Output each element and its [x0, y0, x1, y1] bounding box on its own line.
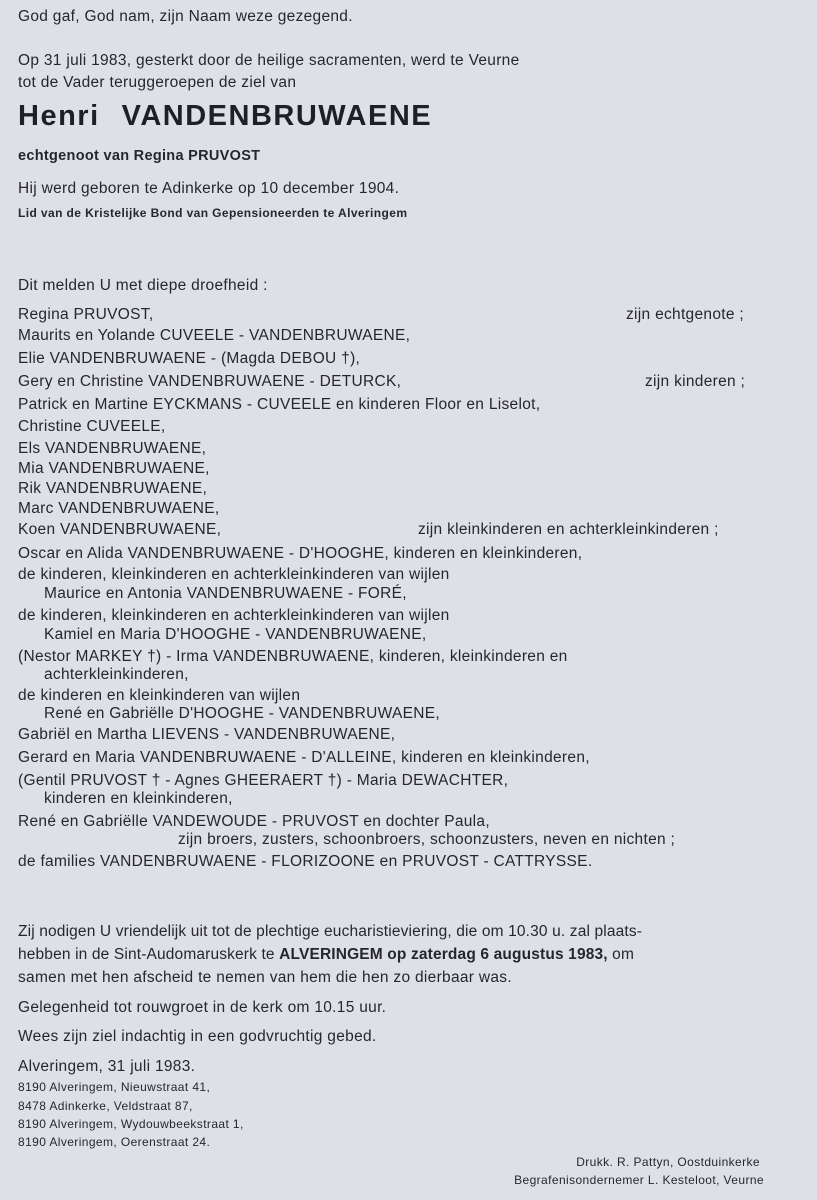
mourner-line: Rik VANDENBRUWAENE,: [18, 480, 208, 497]
mourner-line: Marc VANDENBRUWAENE,: [18, 500, 220, 517]
mourner-line: René en Gabriëlle D'HOOGHE - VANDENBRUWAENE,: [44, 705, 441, 722]
mourner-line: kinderen en kleinkinderen,: [44, 790, 233, 807]
mourner-line: de kinderen en kleinkinderen van wijlen: [18, 687, 301, 704]
mourner-line: Oscar en Alida VANDENBRUWAENE - D'HOOGHE, kinderen en kleinkinderen,: [18, 545, 583, 562]
service-line-2a: hebben in de Sint-Audomaruskerk te: [18, 946, 280, 963]
relation-grandchildren: zijn kleinkinderen en achterkleinkinderen ;: [418, 521, 719, 538]
intro-line-2: tot de Vader teruggeroepen de ziel van: [18, 74, 297, 91]
motto: God gaf, God nam, zijn Naam weze gezegend.: [18, 8, 353, 25]
mourner-line: Maurice en Antonia VANDENBRUWAENE - FORÉ,: [44, 585, 407, 602]
mourner-line: René en Gabriëlle VANDEWOUDE - PRUVOST en dochter Paula,: [18, 813, 490, 830]
undertaker-credit: Begrafenisondernemer L. Kesteloot, Veurne: [514, 1173, 764, 1187]
mourner-line: de kinderen, kleinkinderen en achterkleinkinderen van wijlen: [18, 607, 450, 624]
mourner-line: de families VANDENBRUWAENE - FLORIZOONE en PRUVOST - CATTRYSSE.: [18, 853, 593, 870]
address-line: 8190 Alveringem, Wydouwbeekstraat 1,: [18, 1117, 244, 1131]
relation-spouse: zijn echtgenote ;: [626, 306, 744, 323]
mourner-line: Gabriël en Martha LIEVENS - VANDENBRUWAENE,: [18, 726, 396, 743]
mourner-line: Maurits en Yolande CUVEELE - VANDENBRUWAENE,: [18, 327, 411, 344]
relation-children: zijn kinderen ;: [645, 373, 746, 390]
service-line-2: [18, 946, 634, 964]
mourner-line: Patrick en Martine EYCKMANS - CUVEELE en kinderen Floor en Liselot,: [18, 396, 541, 413]
mourner-line: Elie VANDENBRUWAENE - (Magda DEBOU †),: [18, 350, 361, 367]
mourner-line: Gerard en Maria VANDENBRUWAENE - D'ALLEINE, kinderen en kleinkinderen,: [18, 749, 590, 766]
address-line: 8190 Alveringem, Oerenstraat 24.: [18, 1135, 211, 1149]
deceased-name: [18, 100, 432, 133]
condolence-line: Gelegenheid tot rouwgroet in de kerk om 10.15 uur.: [18, 999, 387, 1016]
service-date-place: ALVERINGEM op zaterdag 6 augustus 1983,: [279, 946, 608, 963]
place-date: Alveringem, 31 juli 1983.: [18, 1058, 196, 1075]
printer-credit: Drukk. R. Pattyn, Oostduinkerke: [576, 1155, 760, 1169]
address-line: 8478 Adinkerke, Veldstraat 87,: [18, 1099, 193, 1113]
mourner-line: Christine CUVEELE,: [18, 418, 166, 435]
deceased-surname: VANDENBRUWAENE: [121, 100, 433, 132]
prayer-line: Wees zijn ziel indachtig in een godvruchtig gebed.: [18, 1028, 377, 1045]
deceased-given-name: Henri: [18, 100, 100, 132]
mourner-line: (Gentil PRUVOST † - Agnes GHEERAERT †) - Maria DEWACHTER,: [18, 772, 509, 789]
mourner-line: Mia VANDENBRUWAENE,: [18, 460, 210, 477]
intro-line-1: Op 31 juli 1983, gesterkt door de heilige sacramenten, werd te Veurne: [18, 52, 520, 69]
spouse-line: echtgenoot van Regina PRUVOST: [18, 148, 261, 164]
mourner-line: Koen VANDENBRUWAENE,: [18, 521, 222, 538]
membership-line: Lid van de Kristelijke Bond van Gepensioneerden te Alveringem: [18, 206, 408, 220]
mourner-line: (Nestor MARKEY †) - Irma VANDENBRUWAENE, kinderen, kleinkinderen en: [18, 648, 568, 665]
mourner-line: Kamiel en Maria D'HOOGHE - VANDENBRUWAENE,: [44, 626, 427, 643]
mourner-line: Gery en Christine VANDENBRUWAENE - DETURCK,: [18, 373, 402, 390]
birth-line: Hij werd geboren te Adinkerke op 10 december 1904.: [18, 180, 400, 197]
mourner-line: Regina PRUVOST,: [18, 306, 154, 323]
mourner-line: zijn broers, zusters, schoonbroers, schoonzusters, neven en nichten ;: [178, 831, 676, 848]
announcement-heading: Dit melden U met diepe droefheid :: [18, 277, 268, 294]
mourner-line: de kinderen, kleinkinderen en achterkleinkinderen van wijlen: [18, 566, 450, 583]
mourner-line: Els VANDENBRUWAENE,: [18, 440, 207, 457]
service-line-2c: om: [607, 946, 635, 963]
mourner-line: achterkleinkinderen,: [44, 666, 189, 683]
service-line-1: Zij nodigen U vriendelijk uit tot de plechtige eucharistieviering, die om 10.30 u. zal plaats-: [18, 923, 643, 940]
service-line-3: samen met hen afscheid te nemen van hem die hen zo dierbaar was.: [18, 969, 512, 986]
address-line: 8190 Alveringem, Nieuwstraat 41,: [18, 1080, 211, 1094]
